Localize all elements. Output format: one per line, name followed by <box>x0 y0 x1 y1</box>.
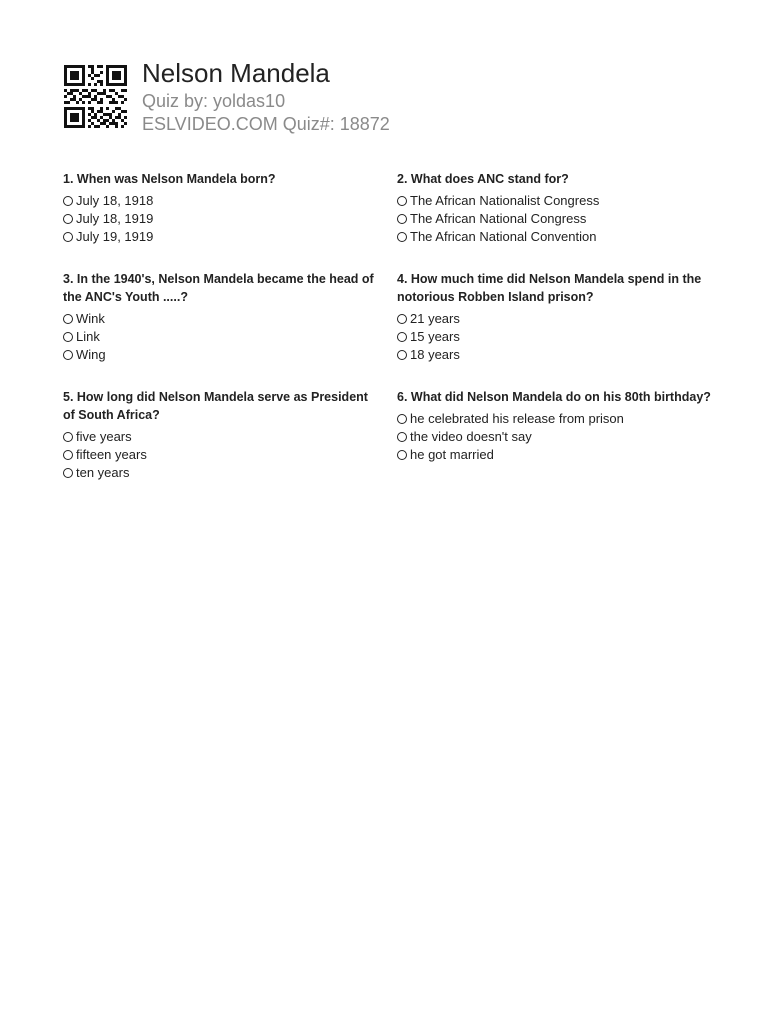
radio-icon[interactable] <box>63 314 73 324</box>
radio-icon[interactable] <box>397 232 407 242</box>
option-label: Wink <box>76 311 105 326</box>
question-block <box>63 170 381 246</box>
option-label: July 18, 1919 <box>76 211 154 226</box>
radio-icon[interactable] <box>397 350 407 360</box>
answer-options <box>397 192 715 246</box>
answer-option[interactable] <box>397 346 715 364</box>
answer-options <box>397 310 715 364</box>
answer-option[interactable] <box>397 210 715 228</box>
answer-option[interactable] <box>63 192 381 210</box>
question-block <box>397 388 715 464</box>
radio-icon[interactable] <box>63 468 73 478</box>
answer-options <box>63 192 381 246</box>
option-label: July 19, 1919 <box>76 229 154 244</box>
answer-option[interactable] <box>397 310 715 328</box>
question-block <box>63 388 381 482</box>
radio-icon[interactable] <box>397 414 407 424</box>
answer-option[interactable] <box>63 446 381 464</box>
option-label: 21 years <box>410 311 460 326</box>
answer-option[interactable] <box>63 310 381 328</box>
radio-icon[interactable] <box>397 314 407 324</box>
question-block <box>63 270 381 364</box>
question-text: 6. What did Nelson Mandela do on his 80th birthday? <box>397 390 711 404</box>
radio-icon[interactable] <box>63 332 73 342</box>
question-text: 1. When was Nelson Mandela born? <box>63 172 276 186</box>
option-label: he celebrated his release from prison <box>410 411 624 426</box>
radio-icon[interactable] <box>397 450 407 460</box>
answer-option[interactable] <box>397 228 715 246</box>
option-label: five years <box>76 429 132 444</box>
radio-icon[interactable] <box>63 214 73 224</box>
option-label: 18 years <box>410 347 460 362</box>
option-label: Wing <box>76 347 106 362</box>
option-label: fifteen years <box>76 447 147 462</box>
option-label: he got married <box>410 447 494 462</box>
answer-options <box>63 310 381 364</box>
answer-option[interactable] <box>397 446 715 464</box>
radio-icon[interactable] <box>63 350 73 360</box>
option-label: the video doesn't say <box>410 429 532 444</box>
radio-icon[interactable] <box>63 450 73 460</box>
option-label: July 18, 1918 <box>76 193 154 208</box>
option-label: The African National Congress <box>410 211 587 226</box>
option-label: ten years <box>76 465 130 480</box>
quiz-id: ESLVIDEO.COM Quiz#: 18872 <box>142 114 390 134</box>
answer-option[interactable] <box>63 464 381 482</box>
question-text: 3. In the 1940's, Nelson Mandela became the head of the ANC's Youth .....? <box>63 272 374 304</box>
radio-icon[interactable] <box>397 196 407 206</box>
option-label: 15 years <box>410 329 460 344</box>
quiz-title: Nelson Mandela <box>142 58 330 88</box>
question-block <box>397 270 715 364</box>
option-label: The African Nationalist Congress <box>410 193 600 208</box>
answer-option[interactable] <box>397 192 715 210</box>
option-label: The African National Convention <box>410 229 597 244</box>
answer-option[interactable] <box>63 210 381 228</box>
qr-code-icon <box>64 65 127 128</box>
answer-option[interactable] <box>397 410 715 428</box>
radio-icon[interactable] <box>63 232 73 242</box>
radio-icon[interactable] <box>397 432 407 442</box>
quiz-author: Quiz by: yoldas10 <box>142 91 286 111</box>
radio-icon[interactable] <box>63 196 73 206</box>
answer-option[interactable] <box>63 228 381 246</box>
option-label: Link <box>76 329 100 344</box>
answer-option[interactable] <box>63 328 381 346</box>
question-text: 2. What does ANC stand for? <box>397 172 569 186</box>
answer-options <box>63 428 381 482</box>
radio-icon[interactable] <box>397 214 407 224</box>
answer-option[interactable] <box>397 328 715 346</box>
answer-option[interactable] <box>63 346 381 364</box>
answer-options <box>397 410 715 464</box>
question-text: 5. How long did Nelson Mandela serve as President of South Africa? <box>63 390 368 422</box>
answer-option[interactable] <box>63 428 381 446</box>
question-block <box>397 170 715 246</box>
question-text: 4. How much time did Nelson Mandela spend in the notorious Robben Island prison? <box>397 272 702 304</box>
answer-option[interactable] <box>397 428 715 446</box>
radio-icon[interactable] <box>397 332 407 342</box>
radio-icon[interactable] <box>63 432 73 442</box>
